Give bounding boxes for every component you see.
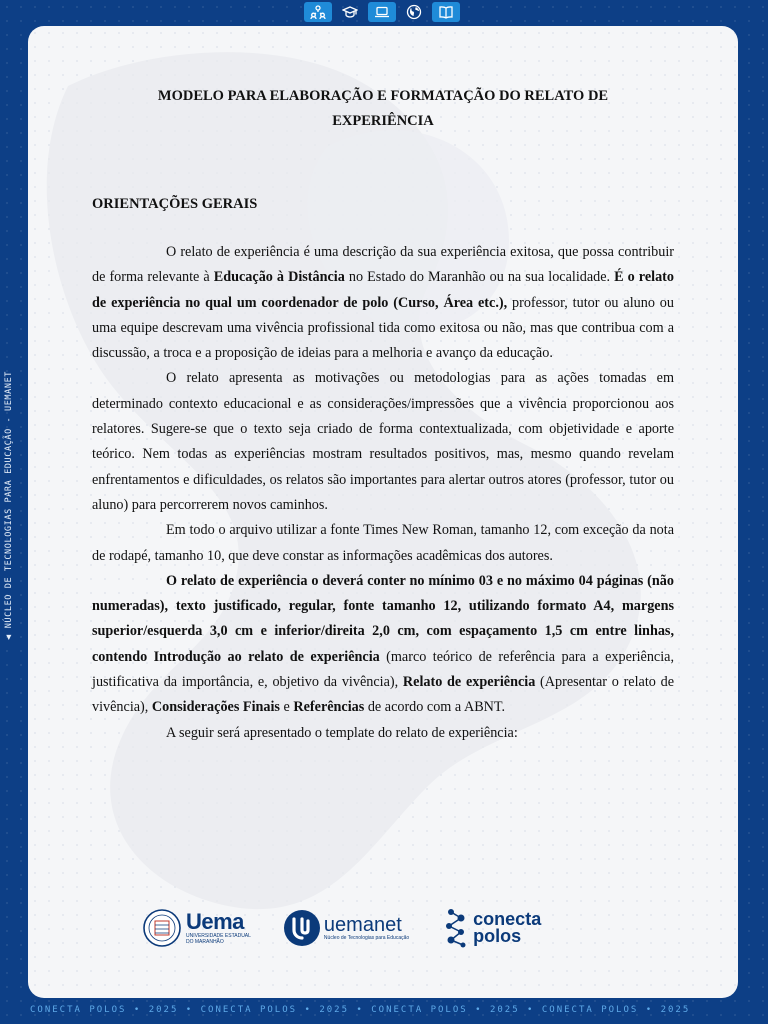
p4-text-2: (Apresentar o relato de vivência), — [92, 674, 675, 716]
conecta-network-icon — [443, 906, 471, 950]
uema-seal-icon — [142, 907, 182, 949]
p4-bold-3: Considerações Finais — [151, 699, 280, 716]
side-label — [4, 371, 14, 640]
p1-bold-2: É o relato de experiência no qual um coordenador de polo (Curso, Área etc.), — [92, 269, 674, 311]
title-line-2: EXPERIÊNCIA — [332, 113, 434, 129]
p4-bold-2: Relato de experiência — [402, 674, 536, 691]
uema-subtitle-2: DO MARANHÃO — [186, 939, 224, 945]
globe-icon[interactable] — [400, 2, 428, 22]
p4-text-3: e — [279, 699, 294, 716]
top-toolbar — [304, 2, 460, 22]
p4-bold-4: Referências — [293, 699, 365, 716]
p4-text-4: de acordo com a ABNT. — [364, 699, 506, 716]
uema-logo — [142, 907, 251, 949]
p4-text-1: (marco teórico de referência para a experiência, justificativa da importância, e, objetivo da vivência), — [92, 648, 675, 691]
paragraph-2: O relato apresenta as motivações ou metodologias para as ações tomadas em determinado contexto educacional e as considerações/impressões que a vivência proporcionou aos relatores. Sugere-se que o texto seja criado de forma contextualizada, com objetividade e aporte teórico. Nem todas as experiências mostram resultados positivos, mas, mesmo quando revelam enfrentamentos e dificuldades, os relatos são importantes para alertar outros atores (professor, tutor ou aluno) para percorrerem novos caminhos. — [92, 370, 674, 513]
p4-bold-1: O relato de experiência o deverá conter no mínimo 03 e no máximo 04 páginas (não numeradas), texto justificado, regular, fonte tamanho 12, utilizando formato A4, margens superior/esquerda 3,0 cm e inferior/direita 2,0 cm, com espaçamento 1,5 cm entre linhas, contendo Introdução ao relato de experiência — [92, 572, 674, 665]
conecta-wordmark: conecta — [473, 909, 542, 929]
conecta-polos-logo — [443, 906, 541, 950]
polos-wordmark: polos — [473, 926, 522, 946]
paragraph-3: Em todo o arquivo utilizar a fonte Times New Roman, tamanho 12, com exceção da nota de rodapé, tamanho 10, que deve constar as informações acadêmicas dos autores. — [92, 522, 674, 564]
paragraph-5: A seguir será apresentado o template do relato de experiência: — [166, 724, 518, 741]
people-network-icon[interactable] — [304, 2, 332, 22]
graduation-cap-icon[interactable] — [336, 2, 364, 22]
p1-text-3: professor, tutor ou aluno ou uma equipe descrevam uma vivência profissional tida como exitosa ou não, mas que contribua com a discussão, a troca e a proposição de ideias para a melhoria e avanço da educação. — [92, 294, 674, 362]
paragraph-4 — [92, 569, 674, 721]
p1-text-2: no Estado do Maranhão ou na sua localidade. — [344, 269, 615, 286]
document-title — [92, 84, 674, 134]
uemanet-wordmark: uemanet — [323, 914, 402, 936]
document-page — [28, 26, 738, 998]
uema-wordmark: Uema — [186, 909, 244, 934]
document-content — [92, 84, 674, 746]
title-line-1: MODELO PARA ELABORAÇÃO E FORMATAÇÃO DO RELATO DE — [157, 88, 609, 104]
footer-ribbon: CONECTA POLOS • 2025 • CONECTA POLOS • 2025 • CONECTA POLOS • 2025 • CONECTA POLOS • 2025 — [30, 1005, 691, 1015]
uemanet-logo — [283, 909, 409, 947]
uemanet-subtitle: Núcleo de Tecnologias para Educação — [323, 935, 410, 941]
paragraph-1 — [92, 240, 674, 366]
uemanet-mark-icon — [283, 909, 321, 947]
section-heading: ORIENTAÇÕES GERAIS — [92, 196, 258, 212]
triangle-left-icon: ◀ — [4, 634, 14, 640]
p1-text-1: O relato de experiência é uma descrição da sua experiência exitosa, que possa contribuir de forma relevante à — [92, 244, 674, 286]
side-label-text: NÚCLEO DE TECNOLOGIAS PARA EDUCAÇÃO - UEMANET — [4, 370, 14, 629]
laptop-icon[interactable] — [368, 2, 396, 22]
book-icon[interactable] — [432, 2, 460, 22]
document-body — [92, 240, 674, 746]
logos-row — [142, 906, 541, 950]
uema-subtitle-1: UNIVERSIDADE ESTADUAL — [186, 933, 251, 939]
p1-bold-1: Educação à Distância — [213, 269, 345, 286]
